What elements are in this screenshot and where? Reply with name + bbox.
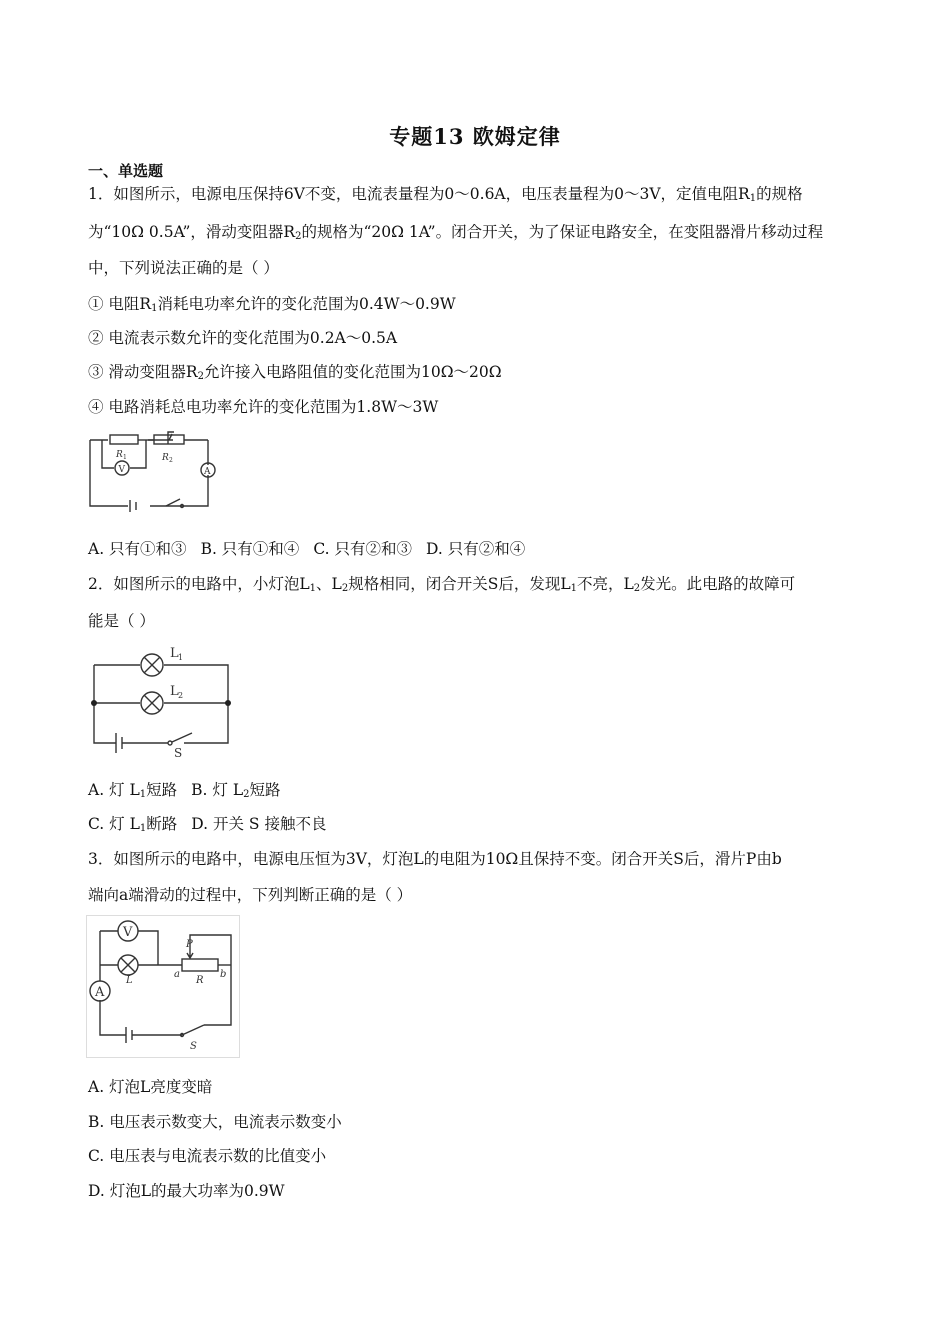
q3-option-a[interactable]: A. 灯泡L亮度变暗 bbox=[88, 1078, 213, 1096]
q2-options-row-2 bbox=[88, 814, 340, 834]
q2-option-b[interactable]: B. 灯 $L_2$短路 bbox=[191, 781, 281, 800]
q1-options bbox=[88, 539, 539, 559]
q2-option-c[interactable]: C. 灯 $L_1$断路 bbox=[88, 815, 178, 834]
svg-text:R: R bbox=[162, 453, 169, 463]
svg-text:R: R bbox=[196, 975, 204, 986]
q2-text-line-1: 2．如图所示的电路中，小灯泡$L_1$、$L_2$规格相同，闭合开关S后，发现$L_1$不亮，$L_2$发光。此电路的故障可 bbox=[88, 575, 796, 594]
q1-text-line-1: 1．如图所示，电源电压保持6V不变，电流表量程为0～0.6A，电压表量程为0～3V，定值电阻$R_1$的规格 bbox=[88, 185, 803, 204]
svg-text:R: R bbox=[116, 450, 123, 460]
q1-option-d[interactable]: D. 只有②和④ bbox=[425, 540, 526, 558]
q1-option-a[interactable]: A. 只有①和③ bbox=[88, 540, 187, 558]
q2-options-row-1 bbox=[88, 780, 295, 800]
svg-text:2: 2 bbox=[178, 691, 184, 700]
svg-text:L: L bbox=[170, 684, 179, 699]
svg-text:S: S bbox=[190, 1041, 197, 1052]
q3-option-d[interactable]: D. 灯泡L的最大功率为0.9W bbox=[88, 1182, 285, 1200]
q1-statement-2: ② 电流表示数允许的变化范围为0.2A～0.5A bbox=[88, 329, 398, 347]
q1-statement-3: ③ 滑动变阻器$R_2$允许接入电路阻值的变化范围为10Ω～20Ω bbox=[88, 363, 502, 382]
q1-text-line-3: 中，下列说法正确的是（ ） bbox=[88, 259, 279, 277]
q3-text-line-1: 3．如图所示的电路中，电源电压恒为3V，灯泡L的电阻为10Ω且保持不变。闭合开关S后，滑片P由b bbox=[88, 850, 782, 868]
q1-statement-1: ① 电阻$R_1$消耗电功率允许的变化范围为0.4W～0.9W bbox=[88, 295, 456, 314]
svg-text:S: S bbox=[174, 746, 183, 760]
q2-option-d[interactable]: D. 开关 S 接触不良 bbox=[191, 815, 327, 833]
q1-option-c[interactable]: C. 只有②和③ bbox=[313, 540, 412, 558]
svg-text:A: A bbox=[95, 985, 105, 1000]
q2-option-a[interactable]: A. 灯 $L_1$短路 bbox=[88, 781, 178, 800]
svg-text:a: a bbox=[174, 969, 180, 980]
svg-text:2: 2 bbox=[169, 457, 173, 464]
page-title: 专题13 欧姆定律 bbox=[389, 124, 561, 149]
svg-text:V: V bbox=[123, 925, 133, 940]
svg-text:1: 1 bbox=[123, 454, 127, 461]
svg-text:A: A bbox=[204, 467, 211, 477]
q3-option-c[interactable]: C. 电压表与电流表示数的比值变小 bbox=[88, 1147, 327, 1165]
q1-circuit-diagram bbox=[88, 430, 218, 512]
q1-statement-4: ④ 电路消耗总电功率允许的变化范围为1.8W～3W bbox=[88, 398, 439, 416]
svg-text:P: P bbox=[186, 939, 193, 950]
svg-text:L: L bbox=[126, 975, 133, 986]
q3-option-b[interactable]: B. 电压表示数变大，电流表示数变小 bbox=[88, 1113, 342, 1131]
svg-text:b: b bbox=[220, 969, 227, 980]
svg-text:V: V bbox=[118, 465, 125, 475]
section-heading: 一、单选题 bbox=[88, 162, 164, 180]
q3-circuit-diagram bbox=[86, 915, 242, 1059]
q1-text-line-2: 为“10Ω 0.5A”，滑动变阻器$R_2$的规格为“20Ω 1A”。闭合开关，为了保证电路安全，在变阻器滑片移动过程 bbox=[88, 223, 824, 242]
svg-text:L: L bbox=[170, 646, 179, 661]
q2-circuit-diagram bbox=[92, 645, 232, 760]
q2-text-line-2: 能是（ ） bbox=[88, 612, 155, 630]
q1-option-b[interactable]: B. 只有①和④ bbox=[200, 540, 300, 558]
q3-text-line-2: 端向a端滑动的过程中，下列判断正确的是（ ） bbox=[88, 886, 413, 904]
svg-text:1: 1 bbox=[178, 653, 184, 662]
